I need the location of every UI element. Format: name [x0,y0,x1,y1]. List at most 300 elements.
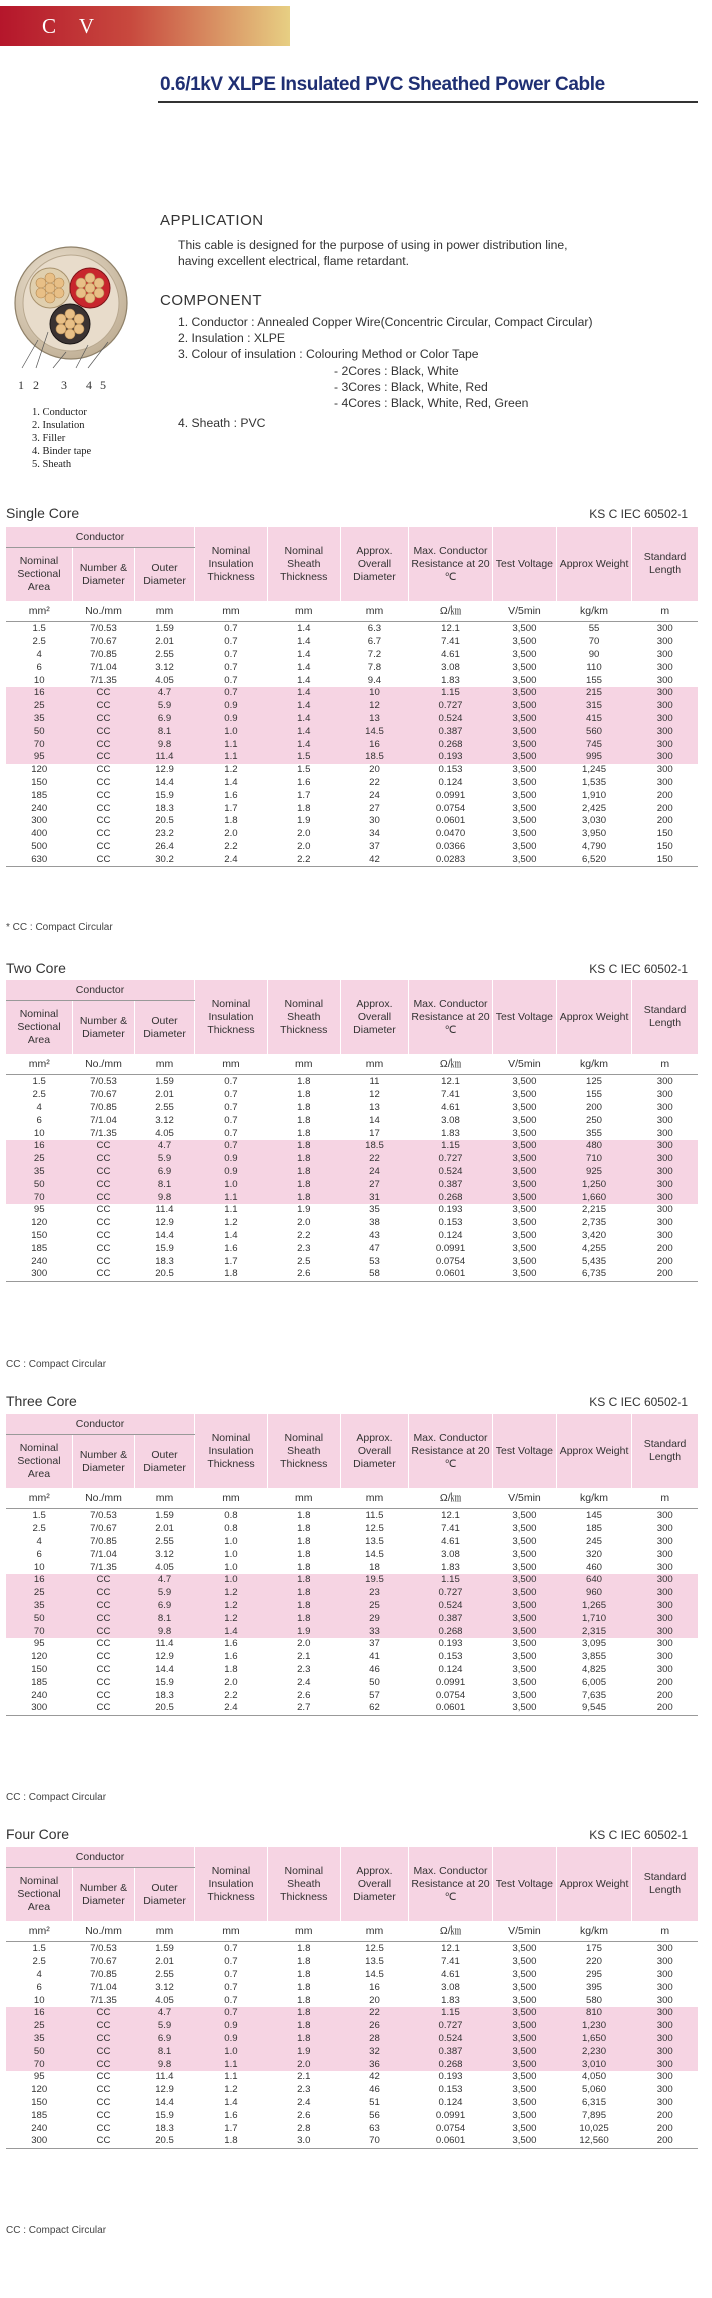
table-cell: 55 [588,623,600,635]
table-cell: 3,500 [512,1651,537,1663]
table-cell: 3.12 [155,1981,174,1993]
table-row [6,2033,698,2046]
table-cell: 3,500 [512,1663,537,1675]
table-cell: 120 [31,1217,48,1229]
single-core-title: Single Core [6,505,80,521]
table-cell: 22 [340,2007,409,2020]
table-cell: CC [72,1140,134,1153]
table-cell: 300 [632,2045,698,2058]
column-header: Nominal Insulation Thickness [195,980,268,1054]
table-cell: 200 [656,1689,673,1701]
table-cell: 3,500 [512,1968,537,1980]
table-cell: 200 [656,1242,673,1254]
table-cell: 1.4 [267,738,340,751]
table-cell: 1.8 [297,1981,311,1993]
component-line-3: 3. Colour of insulation : Colouring Method or Color Tape [178,347,479,361]
table-cell: 300 [6,1702,72,1715]
table-cell: 3,500 [492,700,556,713]
table-cell: 1.0 [195,1178,268,1191]
table-cell: CC [72,1153,134,1166]
table-cell: 0.387 [409,1178,493,1191]
table-cell: 3,500 [492,687,556,700]
table-cell: 3,500 [492,2033,556,2046]
table-cell: 2.2 [224,840,238,852]
table-cell: 0.153 [438,2084,463,2096]
table-cell: 0.7 [195,2007,268,2020]
table-cell: CC [72,2007,134,2020]
table-cell: 300 [632,1625,698,1638]
table-row [6,853,698,866]
table-cell: 3,500 [492,1166,556,1179]
table-cell: 1.4 [224,1229,238,1241]
column-header: Outer Diameter [135,1868,195,1922]
table-cell: 300 [656,1535,673,1547]
column-header: Test Voltage [492,1847,556,1921]
table-cell: 1.2 [224,1217,238,1229]
table-cell: 1.0 [224,1561,238,1573]
table-cell: 2.3 [297,2084,311,2096]
table-row [6,661,698,674]
table-cell: 1.8 [297,1994,311,2006]
column-header: Nominal Sheath Thickness [267,527,340,601]
table-cell: 1.1 [195,751,268,764]
table-row [6,1956,698,1969]
table-cell: 185 [31,1676,48,1688]
table-cell: 1.4 [297,648,311,660]
table-cell: 6.9 [135,713,195,726]
table-cell: 185 [31,789,48,801]
table-cell: 1,265 [557,1600,632,1613]
table-cell: 10 [33,1994,45,2006]
unit-cell: mm [135,1488,195,1509]
table-row [6,1255,698,1268]
table-cell: 0.7 [224,1968,238,1980]
table-cell: 3,010 [557,2058,632,2071]
table-cell: 70 [6,1191,72,1204]
table-cell: 630 [6,853,72,866]
unit-cell: kg/km [557,1921,632,1942]
table-cell: 810 [557,2007,632,2020]
table-cell: 57 [369,1689,380,1701]
four-core-note: CC : Compact Circular [6,2225,107,2236]
table-cell: 300 [656,1981,673,1993]
table-cell: 0.193 [438,1204,463,1216]
table-cell: 2.0 [297,1217,311,1229]
table-cell: 4.7 [135,1574,195,1587]
table-cell: 9.8 [135,1625,195,1638]
table-cell: 200 [656,815,673,827]
table-cell: 1.6 [224,1651,238,1663]
table-cell: 1.9 [267,1625,340,1638]
table-cell: 3,500 [512,1101,537,1113]
component-line-4: - 2Cores : Black, White [334,364,459,378]
application-heading: APPLICATION [160,212,264,229]
table-cell: 16 [6,2007,72,2020]
table-cell: 480 [557,1140,632,1153]
table-cell: 300 [632,1153,698,1166]
table-cell: CC [72,1191,134,1204]
table-cell: 3.12 [155,1114,174,1126]
table-cell: CC [72,1612,134,1625]
table-cell: 28 [340,2033,409,2046]
table-cell: 95 [33,1204,45,1216]
table-cell: 3,500 [512,1956,537,1968]
table-cell: 13.5 [365,1956,384,1968]
table-cell: 1.4 [267,700,340,713]
table-cell: 125 [586,1076,603,1088]
table-cell: 7/0.67 [90,1956,117,1968]
table-cell: 0.0283 [409,853,493,866]
table-cell: 2,735 [582,1217,607,1229]
table-cell: 300 [632,1140,698,1153]
unit-cell: mm [340,1921,409,1942]
table-cell: 1.9 [297,1204,311,1216]
table-cell: 2.3 [297,1242,311,1254]
table-row [6,700,698,713]
table-cell: 15.9 [155,1242,174,1254]
table-cell: 1.83 [441,1994,460,2006]
table-cell: 300 [656,1204,673,1216]
table-cell: 11.4 [155,1204,174,1216]
table-cell: 1.2 [195,1587,268,1600]
table-cell: 0.268 [409,1625,493,1638]
table-cell: 18.5 [340,1140,409,1153]
table-cell: 300 [656,648,673,660]
brand-banner [0,6,290,46]
table-cell: 7/1.35 [90,1561,117,1573]
table-cell: 5.9 [135,2020,195,2033]
column-header: Nominal Sectional Area [6,1001,72,1055]
table-cell: 3,500 [512,1676,537,1688]
table-cell: 2.0 [297,840,311,852]
single-core-note: * CC : Compact Circular [6,922,113,933]
table-cell: 35 [6,1166,72,1179]
table-cell: 2.01 [155,1523,174,1535]
table-cell: 155 [586,1089,603,1101]
table-row [6,687,698,700]
table-cell: 0.124 [438,1229,463,1241]
table-cell: 300 [632,2007,698,2020]
table-cell: 1.8 [267,2033,340,2046]
table-cell: 7.2 [367,648,382,660]
table-cell: 1.8 [297,1127,311,1139]
table-cell: 9,545 [557,1702,632,1715]
table-cell: 3,500 [512,2071,537,2083]
figure-number-4: 4 [86,378,92,392]
table-cell: CC [72,1702,134,1715]
table-cell: 3,500 [512,1689,537,1701]
table-cell: CC [72,738,134,751]
table-row [6,1089,698,1102]
table-cell: CC [72,853,134,866]
table-cell: 0.387 [409,1612,493,1625]
conductor-group-header: Conductor [6,527,195,548]
table-cell: 7.41 [441,1089,460,1101]
table-cell: 25 [6,700,72,713]
table-cell: 300 [632,1166,698,1179]
table-cell: 14.4 [155,2096,174,2108]
table-cell: 240 [31,1689,48,1701]
table-cell: 1.8 [267,2007,340,2020]
table-cell: 2.2 [297,1229,311,1241]
table-cell: 36 [340,2058,409,2071]
table-cell: 4.05 [155,1994,174,2006]
table-cell: 1.4 [224,776,238,788]
table-cell: 1.4 [267,713,340,726]
table-cell: 3.08 [441,1548,460,1560]
table-cell: 14.5 [365,1548,384,1560]
table-cell: 6,735 [557,1268,632,1281]
table-cell: 38 [369,1217,380,1229]
table-cell: 25 [6,1587,72,1600]
table-cell: 4,255 [582,1242,607,1254]
table-cell: 5.9 [135,1587,195,1600]
table-cell: 3,500 [512,1561,537,1573]
table-cell: 1,230 [557,2020,632,2033]
table-cell: 20 [369,764,380,776]
table-row [6,1153,698,1166]
table-cell: 1,535 [582,776,607,788]
unit-cell: kg/km [557,1054,632,1075]
table-cell: CC [96,1255,111,1267]
table-cell: 4.7 [135,687,195,700]
table-cell: 25 [6,2020,72,2033]
core-red [70,268,110,308]
table-cell: 3,500 [492,1587,556,1600]
column-header: Approx Weight [557,527,632,601]
table-cell: 7.8 [367,661,382,673]
table-cell: 1.15 [409,1574,493,1587]
table-row [6,2020,698,2033]
table-cell: 11.5 [365,1510,384,1522]
table-cell: 0.0991 [435,1242,466,1254]
table-cell: CC [96,1229,111,1241]
table-cell: 150 [632,853,698,866]
table-cell: 1.8 [297,1968,311,1980]
table-cell: 9.4 [367,674,382,686]
table-cell: 12.9 [155,1651,174,1663]
table-cell: 13 [340,713,409,726]
table-cell: 42 [340,853,409,866]
table-cell: 0.7 [224,1089,238,1101]
table-cell: CC [72,687,134,700]
table-cell: 6 [36,1981,42,1993]
column-header: Max. Conductor Resistance at 20 ℃ [409,527,493,601]
table-cell: 300 [656,1101,673,1113]
table-cell: 300 [656,636,673,648]
table-row [6,828,698,841]
table-cell: 2.0 [297,828,311,840]
table-row [6,1689,698,1702]
table-cell: 2,215 [582,1204,607,1216]
table-cell: 3,500 [492,1140,556,1153]
table-cell: 1.0 [224,1548,238,1560]
table-cell: 3,500 [512,1204,537,1216]
table-cell: 9.8 [135,2058,195,2071]
table-cell: 3,855 [582,1651,607,1663]
table-cell: 145 [586,1510,603,1522]
table-cell: 300 [6,2135,72,2148]
table-cell: CC [96,1663,111,1675]
table-cell: 7.41 [441,636,460,648]
table-cell: 3,500 [492,751,556,764]
table-cell: 37 [369,840,380,852]
table-cell: 14.4 [155,1663,174,1675]
column-header: Approx. Overall Diameter [340,1414,409,1488]
unit-cell: No./mm [72,601,134,622]
cable-cross-section-figure [8,240,138,380]
table-cell: 200 [586,1101,603,1113]
table-cell: 22 [340,1153,409,1166]
table-cell: 16 [6,1574,72,1587]
unit-cell: V/5min [492,1054,556,1075]
table-cell: 14.5 [365,1968,384,1980]
table-cell: 200 [656,802,673,814]
table-cell: 1.2 [224,2084,238,2096]
table-cell: CC [72,1574,134,1587]
table-row [6,1994,698,2007]
table-cell: 240 [31,802,48,814]
table-cell: 15.9 [155,2109,174,2121]
table-cell: 3,500 [492,1178,556,1191]
table-cell: 0.727 [409,2020,493,2033]
column-header: Approx. Overall Diameter [340,980,409,1054]
table-cell: CC [96,2096,111,2108]
table-cell: 200 [656,2122,673,2134]
table-cell: 7.41 [441,1956,460,1968]
table-row [6,2122,698,2135]
table-row [6,764,698,777]
table-cell: CC [72,1587,134,1600]
table-cell: 3,500 [512,1217,537,1229]
table-cell: 2.0 [267,2058,340,2071]
table-cell: 3,500 [512,1535,537,1547]
table-cell: 3,500 [512,1510,537,1522]
table-cell: 5,060 [582,2084,607,2096]
table-cell: 6.7 [367,636,382,648]
unit-cell: Ω/㎞ [409,1921,493,1942]
single-core-standard: KS C IEC 60502-1 [589,507,688,521]
table-cell: 13.5 [365,1535,384,1547]
table-cell: 47 [369,1242,380,1254]
table-cell: 995 [557,751,632,764]
table-cell: 300 [632,1600,698,1613]
table-cell: 18 [369,1561,380,1573]
table-cell: 3.08 [441,1114,460,1126]
table-cell: 0.7 [224,1076,238,1088]
table-cell: 300 [656,1943,673,1955]
table-cell: 1.4 [297,636,311,648]
table-cell: 1.8 [267,1612,340,1625]
table-row [6,1268,698,1281]
table-cell: 0.193 [438,2071,463,2083]
table-cell: 300 [632,1178,698,1191]
table-cell: 15.9 [155,1676,174,1688]
table-cell: 300 [656,661,673,673]
figure-number-1: 1 [18,378,24,392]
table-cell: 0.9 [195,713,268,726]
table-row [6,636,698,649]
two-core-spec-table [6,980,698,1282]
table-cell: 300 [656,2096,673,2108]
table-cell: 2.0 [224,1676,238,1688]
column-header: Outer Diameter [135,1435,195,1489]
table-cell: 2.01 [155,1089,174,1101]
table-cell: 12 [369,1089,380,1101]
table-cell: 2.4 [297,1676,311,1688]
table-cell: 245 [586,1535,603,1547]
table-cell: 2.55 [155,1535,174,1547]
table-cell: 0.7 [224,648,238,660]
table-cell: 50 [6,1178,72,1191]
table-cell: 90 [588,648,600,660]
table-cell: 1.4 [195,1625,268,1638]
table-cell: 460 [586,1561,603,1573]
table-cell: 1.8 [267,1178,340,1191]
table-cell: 7/0.67 [90,1089,117,1101]
unit-cell: kg/km [557,1488,632,1509]
table-cell: 7/0.53 [90,623,117,635]
unit-cell: mm² [6,1921,72,1942]
table-cell: 1.8 [224,815,238,827]
table-cell: 0.153 [438,764,463,776]
table-cell: 300 [656,1651,673,1663]
table-cell: 12.5 [365,1943,384,1955]
table-cell: 3,500 [492,713,556,726]
table-cell: 8.1 [135,1612,195,1625]
table-cell: 0.0601 [435,815,466,827]
unit-cell: No./mm [72,1921,134,1942]
unit-cell: Ω/㎞ [409,601,493,622]
table-cell: 0.524 [409,1600,493,1613]
table-cell: CC [96,2084,111,2096]
table-cell: 2,315 [557,1625,632,1638]
unit-cell: m [632,1921,698,1942]
table-cell: 200 [656,1255,673,1267]
table-cell: 26 [340,2020,409,2033]
legend-conductor: 1. Conductor [32,407,87,418]
table-cell: 3,500 [512,789,537,801]
table-cell: 1.7 [224,1255,238,1267]
table-cell: 0.7 [224,1114,238,1126]
column-header: Approx Weight [557,980,632,1054]
column-header: Max. Conductor Resistance at 20 ℃ [409,980,493,1054]
table-cell: 150 [31,1663,48,1675]
table-cell: 1.2 [195,1600,268,1613]
page-title: 0.6/1kV XLPE Insulated PVC Sheathed Power Cable [160,74,605,95]
table-cell: 250 [586,1114,603,1126]
two-core-note: CC : Compact Circular [6,1359,107,1370]
table-cell: 51 [369,2096,380,2108]
table-cell: 0.0601 [409,2135,493,2148]
table-cell: 6,520 [557,853,632,866]
table-cell: 1.8 [267,2020,340,2033]
table-cell: 3,500 [492,1625,556,1638]
column-header: Nominal Sectional Area [6,548,72,602]
column-header: Test Voltage [492,980,556,1054]
unit-cell: m [632,1488,698,1509]
column-header: Max. Conductor Resistance at 20 ℃ [409,1414,493,1488]
table-cell: 110 [586,661,602,673]
table-row [6,623,698,636]
table-cell: 300 [632,700,698,713]
table-cell: CC [96,1676,111,1688]
table-cell: 6.9 [135,1166,195,1179]
table-cell: 300 [656,1229,673,1241]
table-cell: 14.4 [155,1229,174,1241]
table-cell: 62 [340,1702,409,1715]
table-cell: 1.6 [224,789,238,801]
